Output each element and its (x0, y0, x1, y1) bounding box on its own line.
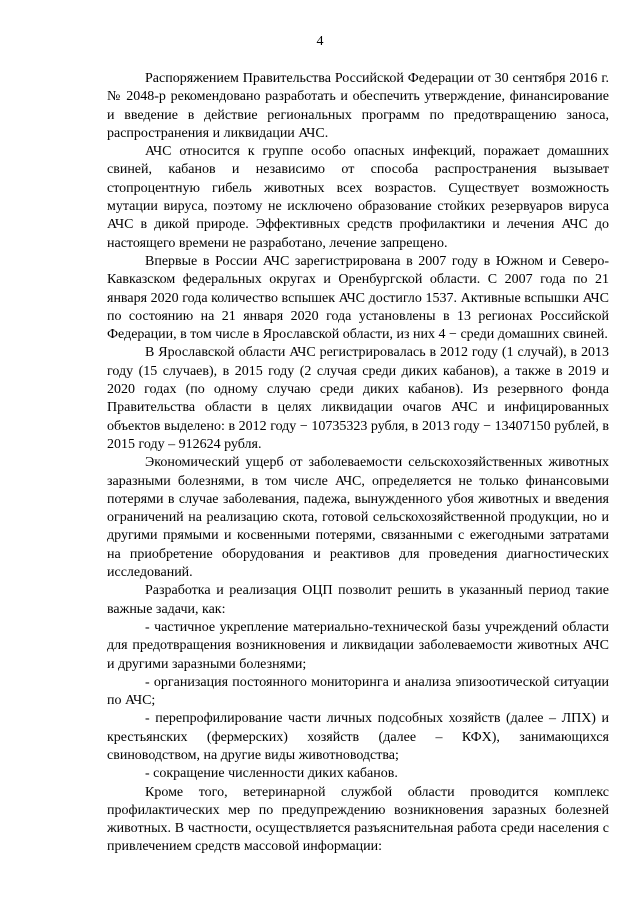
paragraph-asf-description: АЧС относится к группе особо опасных инфекций, поражает домашних свиней, кабанов и независимо от способа распространения вызывает стопроцентную гибель животных всех возрастов. Существует возможность мутации вируса, поэтому не исключено образование стойких резервуаров вируса АЧС в дикой природе. Эффективных средств профилактики и лечения АЧС до настоящего времени не разработано, лечение запрещено. (107, 144, 609, 251)
page-number: 4 (316, 34, 324, 49)
paragraph-program-tasks: Разработка и реализация ОЦП позволит решить в указанный период такие важные задачи, как: (107, 583, 609, 617)
document-body (107, 70, 609, 857)
list-item-task-3: - перепрофилирование части личных подсобных хозяйств (далее – ЛПХ) и крестьянских (фермерских) хозяйств (далее – КФХ), занимающихся свиноводством, на другие виды животноводства; (107, 711, 609, 763)
list-item-task-1: - частичное укрепление материально-технической базы учреждений области для предотвращения возникновения и ликвидации заболеваемости животных АЧС и другими заразными болезнями; (107, 619, 609, 672)
list-item-task-4: - сокращение численности диких кабанов. (145, 766, 398, 782)
paragraph-veterinary-measures: Кроме того, ветеринарной службой области проводится комплекс профилактических мер по предупреждению возникновения заразных болезней животных. В частности, осуществляется разъяснительная работа среди населения с привлечением средств массовой информации: (107, 784, 609, 855)
list-item-task-2: - организация постоянного мониторинга и анализа эпизоотической ситуации по АЧС; (107, 674, 609, 709)
paragraph-asf-russia: Впервые в России АЧС зарегистрирована в 2007 году в Южном и Северо-Кавказском федеральных округах и Оренбургской области. С 2007 года по 21 января 2020 года количество вспышек АЧС достигло 1537. Активные вспышки АЧС по состоянию на 21 января 2020 года установлены в 13 регионах Российской Федерации, в том числе в Ярославской области, из них 4 − среди домашних свиней. (107, 253, 609, 343)
paragraph-economic-damage: Экономический ущерб от заболеваемости сельскохозяйственных животных заразными болезнями, в том числе АЧС, определяется не только финансовыми потерями в случае заболевания, падежа, вынужденного убоя животных и введения ограничений на реализацию скота, готовой сельскохозяйственной продукции, но и другими прямыми и косвенными потерями, связанными с ежегодными затратами на приобретение оборудования и реактивов для проведения диагностических исследований. (107, 455, 609, 581)
paragraph-government-order: Распоряжением Правительства Российской Федерации от 30 сентября 2016 г. № 2048-р рекомендовано разработать и обеспечить утверждение, финансирование и введение в действие региональных программ по предотвращению заноса, распространения и ликвидации АЧС. (107, 71, 609, 141)
paragraph-asf-yaroslavl: В Ярославской области АЧС регистрировалась в 2012 году (1 случай), в 2013 году (15 случаев), в 2015 году (2 случая среди диких кабанов), а также в 2019 и 2020 годах (по одному случаю среди диких кабанов). Из резервного фонда Правительства области в целях ликвидации очагов АЧС и инфицированных объектов выделено: в 2012 году − 10735323 рубля, в 2013 году − 13407150 рублей, в 2015 году – 912624 рубля. (107, 345, 609, 452)
